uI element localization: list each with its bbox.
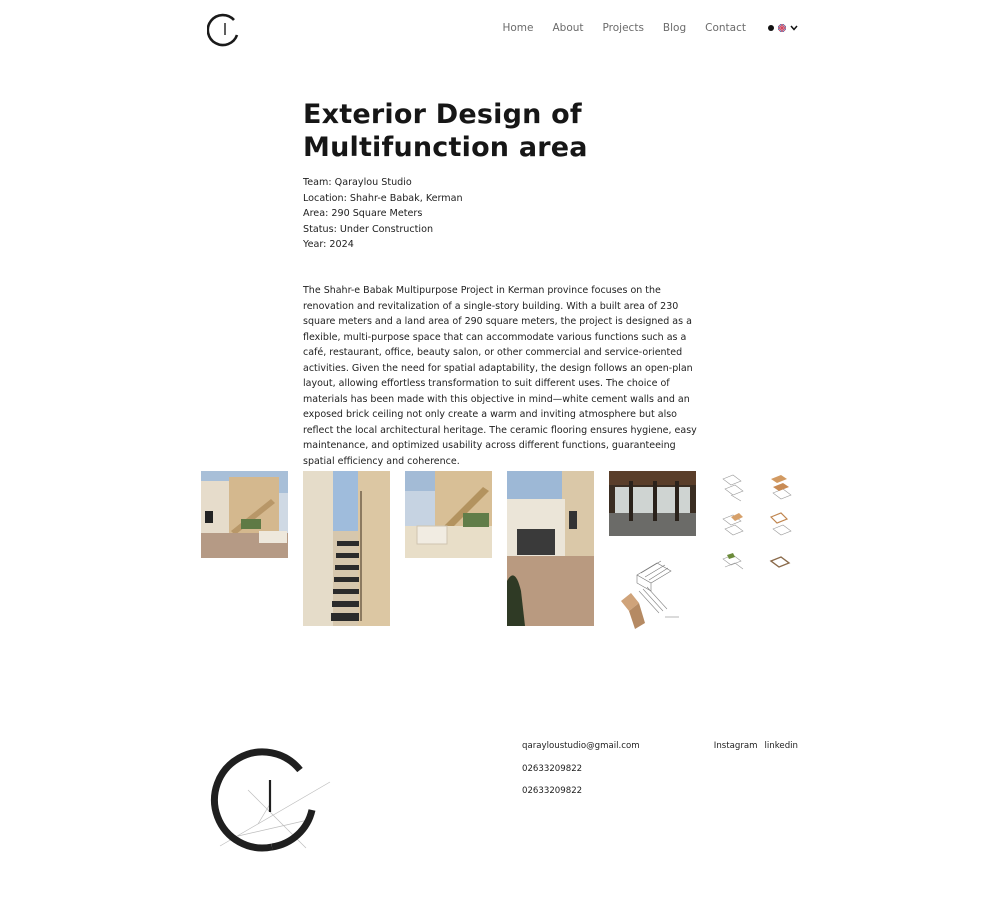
footer-contact (522, 741, 640, 809)
meta-team: Team: Qaraylou Studio (303, 177, 412, 188)
gallery-photo-stairs-planter[interactable] (405, 471, 492, 558)
project-meta (303, 175, 463, 253)
theme-dot-icon[interactable] (768, 25, 774, 31)
studio-logo-large-icon (208, 740, 334, 852)
nav-contact[interactable]: Contact (705, 22, 746, 34)
nav-about[interactable]: About (552, 22, 584, 34)
meta-location: Location: Shahr-e Babak, Kerman (303, 192, 463, 204)
gallery-exploded-diagram[interactable] (615, 557, 687, 629)
project-description: The Shahr-e Babak Multipurpose Project in Kerman province focuses on the renovation and revitalization of a single-story building. With a built area of 230 square meters and a land area of 290 square meters, the project is designed as a flexible, multi-purpose space that can accommodate various functions such as a café, restaurant, office, beauty salon, or other commercial and service-oriented activities. Given the need for spatial adaptability, the design follows an open-plan layout, allowing effortless transformation to suit different uses. The choice of materials has been made with this objective in mind—white cement walls and an exposed brick ceiling not only create a warm and inviting atmosphere but also reflect the local architectural heritage. The ceramic flooring ensures hygiene, easy maintenance, and optimized usability across different functions, guaranteeing spatial efficiency and coherence. (303, 285, 697, 467)
page-title: Exterior Design of Multifunction area (303, 99, 588, 163)
studio-logo-icon[interactable] (207, 13, 243, 49)
uk-flag-icon (778, 24, 786, 32)
nav-blog[interactable]: Blog (662, 22, 687, 34)
gallery-volume-diagrams[interactable] (711, 471, 803, 581)
linkedin-link[interactable]: linkedin (764, 741, 798, 751)
chevron-down-icon (790, 25, 798, 31)
gallery-photo-interior[interactable] (609, 471, 696, 536)
language-switcher[interactable] (768, 24, 798, 32)
site-header (0, 0, 1000, 60)
contact-email[interactable]: qarayloustudio@gmail.com (522, 741, 640, 751)
instagram-link[interactable]: Instagram (713, 741, 758, 751)
gallery-photo-passage[interactable] (507, 471, 594, 626)
nav-home[interactable]: Home (502, 22, 534, 34)
meta-status: Status: Under Construction (303, 223, 434, 235)
footer-social (714, 741, 798, 751)
gallery-photo-staircase[interactable] (303, 471, 390, 626)
contact-phone-2[interactable]: 02633209822 (522, 786, 583, 796)
nav-projects[interactable]: Projects (602, 22, 644, 34)
main-nav (483, 22, 798, 34)
contact-phone-1[interactable]: 02633209822 (522, 763, 583, 774)
meta-area: Area: 290 Square Meters (303, 208, 423, 219)
gallery-photo-courtyard-stairs[interactable] (201, 471, 288, 558)
project-gallery (201, 471, 801, 631)
meta-year: Year: 2024 (303, 239, 354, 250)
